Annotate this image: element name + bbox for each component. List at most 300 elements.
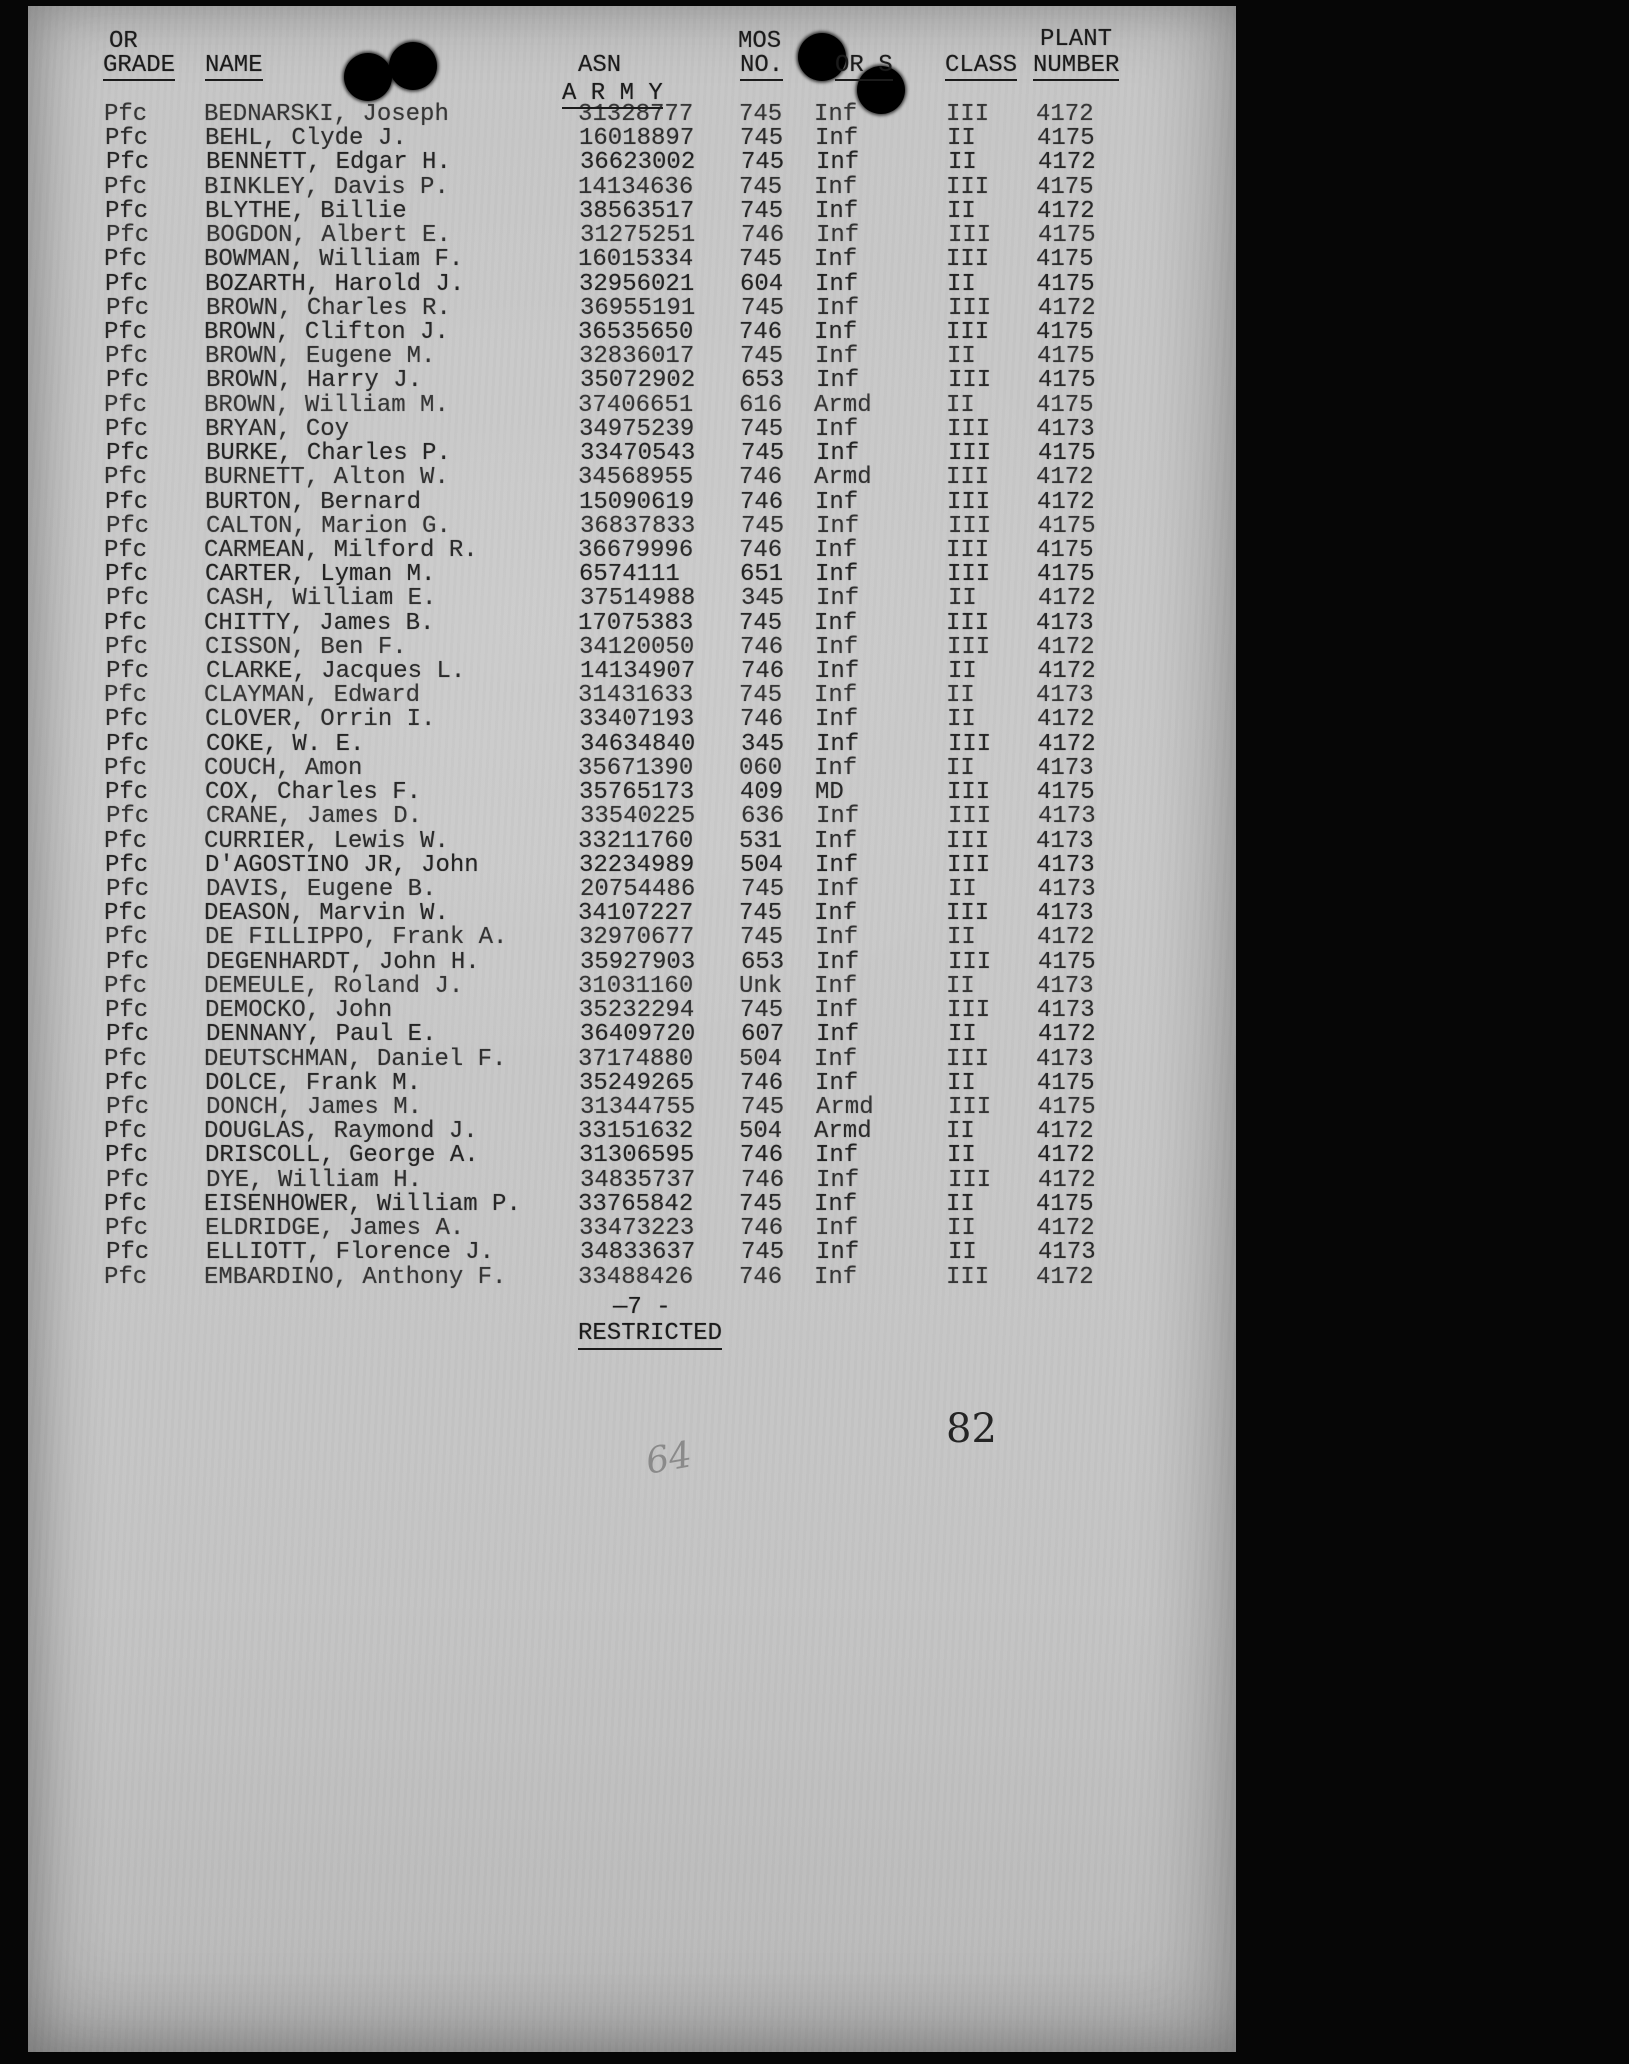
grade-cell: Pfc — [105, 1215, 149, 1243]
cls-cell: III — [947, 561, 991, 589]
branch-cell: Inf — [814, 1190, 858, 1218]
asn-cell: 36409720 — [580, 1021, 696, 1049]
grade-cell: Pfc — [104, 827, 148, 855]
plant-cell: 4175 — [1036, 173, 1094, 201]
plant-cell: 4173 — [1036, 682, 1094, 710]
mos-cell: 745 — [741, 1239, 785, 1267]
plant-cell: 4175 — [1037, 779, 1095, 807]
cls-cell: III — [946, 1263, 990, 1291]
branch-cell: Armd — [816, 1093, 874, 1121]
roster-row — [29, 1166, 1237, 1194]
branch-cell: Inf — [814, 827, 858, 855]
plant-cell: 4175 — [1036, 1190, 1094, 1218]
plant-cell: 4173 — [1037, 997, 1095, 1025]
roster-row — [28, 197, 1236, 225]
cls-cell: II — [948, 149, 977, 177]
name-cell: DE FILLIPPO, Frank A. — [205, 924, 508, 952]
grade-cell: Pfc — [105, 1069, 149, 1097]
grade-cell: Pfc — [105, 851, 149, 879]
plant-cell: 4172 — [1036, 101, 1094, 128]
cls-cell: III — [946, 1045, 990, 1073]
asn-cell: 35765173 — [579, 779, 695, 807]
grade-cell: Pfc — [106, 876, 150, 903]
cls-cell: III — [946, 101, 990, 128]
plant-cell: 4172 — [1038, 149, 1096, 177]
branch-cell: MD — [815, 779, 844, 807]
plant-cell: 4173 — [1036, 1045, 1094, 1073]
mos-cell: 746 — [741, 658, 785, 686]
cls-cell: III — [946, 173, 990, 201]
branch-cell: Inf — [816, 1166, 860, 1194]
mos-cell: 616 — [739, 391, 783, 419]
handwritten-mark: 64 — [642, 1434, 696, 1483]
header-arm-or-service: OR S — [835, 52, 893, 79]
roster-row — [27, 827, 1235, 855]
name-cell: DONCH, James M. — [206, 1093, 423, 1121]
grade-cell: Pfc — [106, 803, 150, 831]
branch-cell: Inf — [814, 1045, 858, 1073]
grade-cell: Pfc — [105, 125, 149, 153]
branch-cell: Inf — [814, 173, 858, 201]
roster-row — [27, 466, 1235, 490]
name-cell: DOUGLAS, Raymond J. — [204, 1118, 478, 1146]
branch-cell: Inf — [814, 246, 858, 274]
cls-cell: II — [948, 1239, 977, 1267]
plant-cell: 4172 — [1037, 633, 1095, 661]
name-cell: BENNETT, Edgar H. — [206, 149, 451, 177]
name-cell: CARTER, Lyman M. — [205, 561, 436, 589]
name-cell: BINKLEY, Davis P. — [204, 173, 449, 201]
mos-cell: 504 — [739, 1118, 783, 1146]
asn-cell: 33407193 — [579, 706, 695, 734]
classification-stamp: RESTRICTED — [578, 1322, 722, 1350]
cls-cell: III — [947, 633, 991, 661]
grade-cell: Pfc — [104, 101, 148, 128]
name-cell: DAVIS, Eugene B. — [206, 876, 437, 903]
mos-cell: 060 — [739, 754, 783, 782]
branch-cell: Inf — [816, 149, 860, 177]
branch-cell: Inf — [815, 1142, 859, 1170]
name-cell: BLYTHE, Billie — [205, 197, 407, 225]
cls-cell: III — [948, 294, 992, 322]
header-mos-line1: MOS — [738, 28, 782, 55]
plant-cell: 4175 — [1038, 367, 1096, 395]
branch-cell: Inf — [815, 924, 859, 952]
plant-cell: 4172 — [1037, 197, 1095, 225]
asn-cell: 33211760 — [578, 827, 694, 855]
name-cell: BURKE, Charles P. — [206, 440, 451, 468]
mos-cell: 504 — [739, 1045, 783, 1073]
roster-row — [28, 1144, 1236, 1168]
mos-cell: 746 — [739, 464, 783, 492]
asn-cell: 33151632 — [578, 1118, 694, 1146]
plant-cell: 4175 — [1037, 343, 1095, 371]
hole-punch-icon — [389, 42, 437, 90]
grade-cell: Pfc — [104, 246, 148, 274]
branch-cell: Armd — [814, 1118, 872, 1146]
mos-cell: 746 — [740, 488, 784, 516]
plant-cell: 4172 — [1037, 924, 1095, 952]
plant-cell: 4172 — [1038, 730, 1096, 758]
roster-row — [28, 415, 1236, 443]
asn-cell: 35232294 — [579, 997, 695, 1025]
cls-cell: III — [947, 851, 991, 879]
grade-cell: Pfc — [106, 1093, 150, 1121]
grade-cell: Pfc — [105, 343, 149, 371]
asn-cell: 35072902 — [580, 367, 696, 395]
cls-cell: II — [948, 1021, 977, 1049]
roster-row — [28, 345, 1236, 369]
mos-cell: 504 — [740, 851, 784, 879]
mos-cell: 745 — [739, 246, 783, 274]
asn-cell: 32970677 — [579, 924, 695, 952]
name-cell: BROWN, William M. — [204, 391, 449, 419]
name-cell: CALTON, Marion G. — [206, 512, 451, 540]
roster-row — [29, 442, 1237, 466]
asn-cell: 31031160 — [578, 972, 694, 1000]
roster-row — [28, 781, 1236, 805]
name-cell: D'AGOSTINO JR, John — [205, 851, 479, 879]
page-marker: —7 - — [613, 1294, 671, 1321]
plant-cell: 4172 — [1038, 658, 1096, 686]
plant-cell: 4173 — [1036, 900, 1094, 928]
name-cell: DOLCE, Frank M. — [205, 1069, 422, 1097]
branch-cell: Inf — [814, 609, 858, 637]
grade-cell: Pfc — [105, 197, 149, 225]
plant-cell: 4173 — [1036, 754, 1094, 782]
branch-cell: Inf — [816, 294, 860, 322]
name-cell: CISSON, Ben F. — [205, 633, 407, 661]
asn-cell: 35927903 — [580, 948, 696, 976]
roster-row — [27, 902, 1235, 926]
plant-cell: 4173 — [1038, 876, 1096, 903]
name-cell: CARMEAN, Milford R. — [204, 536, 478, 564]
asn-cell: 20754486 — [580, 876, 696, 903]
plant-cell: 4175 — [1037, 561, 1095, 589]
roster-row — [27, 173, 1235, 201]
asn-cell: 35249265 — [579, 1069, 695, 1097]
mos-cell: 745 — [739, 101, 783, 128]
mos-cell: 746 — [740, 633, 784, 661]
asn-cell: 37406651 — [578, 391, 694, 419]
branch-cell: Inf — [814, 754, 858, 782]
grade-cell: Pfc — [105, 270, 149, 298]
name-cell: BROWN, Harry J. — [206, 367, 423, 395]
mos-cell: 653 — [741, 948, 785, 976]
asn-cell: 34835737 — [580, 1166, 696, 1194]
header-plant-line1: PLANT — [1040, 26, 1113, 53]
mos-cell: 745 — [740, 997, 784, 1025]
asn-cell: 33473223 — [579, 1215, 695, 1243]
asn-cell: 16015334 — [578, 246, 694, 274]
grade-cell: Pfc — [105, 924, 149, 952]
roster-row — [27, 103, 1235, 127]
mos-cell: 745 — [741, 1093, 785, 1121]
asn-cell: 32836017 — [579, 343, 695, 371]
name-cell: BURNETT, Alton W. — [204, 464, 449, 492]
plant-cell: 4172 — [1038, 294, 1096, 322]
cls-cell: II — [946, 754, 975, 782]
name-cell: BURTON, Bernard — [205, 488, 422, 516]
name-cell: COUCH, Amon — [204, 754, 363, 782]
branch-cell: Inf — [816, 440, 860, 468]
plant-cell: 4172 — [1037, 1215, 1095, 1243]
grade-cell: Pfc — [106, 512, 150, 540]
mos-cell: 746 — [739, 1263, 783, 1291]
name-cell: CLARKE, Jacques L. — [206, 658, 466, 686]
cls-cell: II — [946, 972, 975, 1000]
mos-cell: 745 — [740, 343, 784, 371]
roster-row — [28, 270, 1236, 298]
header-grade: GRADE — [103, 52, 176, 79]
grade-cell: Pfc — [105, 1142, 149, 1170]
cls-cell: III — [946, 536, 990, 564]
name-cell: DYE, William H. — [206, 1166, 423, 1194]
roster-row — [27, 248, 1235, 272]
asn-cell: 34120050 — [579, 633, 695, 661]
branch-cell: Inf — [815, 197, 859, 225]
roster-row — [27, 1190, 1235, 1218]
branch-cell: Armd — [814, 464, 872, 492]
cls-cell: III — [947, 488, 991, 516]
asn-cell: 36623002 — [580, 149, 696, 177]
cls-cell: II — [946, 1190, 975, 1218]
cls-cell: III — [946, 827, 990, 855]
branch-cell: Inf — [814, 318, 858, 346]
grade-cell: Pfc — [104, 536, 148, 564]
cls-cell: II — [948, 658, 977, 686]
plant-cell: 4172 — [1036, 464, 1094, 492]
mos-cell: 604 — [740, 270, 784, 298]
plant-cell: 4175 — [1037, 1069, 1095, 1097]
roster-row — [27, 684, 1235, 708]
plant-cell: 4172 — [1037, 706, 1095, 734]
roster-row — [29, 512, 1237, 540]
cls-cell: III — [948, 512, 992, 540]
branch-cell: Inf — [815, 415, 859, 443]
mos-cell: 746 — [740, 1142, 784, 1170]
asn-cell: 34568955 — [578, 464, 694, 492]
asn-cell: 15090619 — [579, 488, 695, 516]
plant-cell: 4175 — [1037, 125, 1095, 153]
cls-cell: II — [947, 197, 976, 225]
roster-row — [27, 609, 1235, 637]
roster-row — [27, 972, 1235, 1000]
cls-cell: III — [948, 367, 992, 395]
cls-cell: III — [946, 318, 990, 346]
branch-cell: Inf — [816, 876, 860, 903]
grade-cell: Pfc — [104, 1190, 148, 1218]
branch-cell: Inf — [816, 803, 860, 831]
mos-cell: 746 — [741, 222, 785, 250]
roster-row — [28, 1217, 1236, 1241]
mos-cell: 409 — [740, 779, 784, 807]
cls-cell: II — [947, 706, 976, 734]
mos-cell: 653 — [741, 367, 785, 395]
name-cell: BEHL, Clyde J. — [205, 125, 407, 153]
asn-cell: 36837833 — [580, 512, 696, 540]
grade-cell: Pfc — [106, 1239, 150, 1267]
mos-cell: 651 — [740, 561, 784, 589]
plant-cell: 4175 — [1036, 536, 1094, 564]
asn-cell: 36955191 — [580, 294, 696, 322]
name-cell: CLAYMAN, Edward — [204, 682, 421, 710]
grade-cell: Pfc — [104, 900, 148, 928]
branch-cell: Inf — [816, 730, 860, 758]
cls-cell: III — [947, 779, 991, 807]
roster-row — [29, 369, 1237, 393]
mos-cell: 745 — [741, 512, 785, 540]
branch-cell: Inf — [815, 851, 859, 879]
roster-row — [29, 294, 1237, 322]
mos-cell: 746 — [740, 706, 784, 734]
cls-cell: III — [948, 730, 992, 758]
asn-cell: 31328777 — [578, 101, 694, 128]
asn-cell: 38563517 — [579, 197, 695, 225]
branch-cell: Inf — [816, 948, 860, 976]
name-cell: DEMOCKO, John — [205, 997, 393, 1025]
roster-row — [29, 878, 1237, 902]
roster-row — [28, 708, 1236, 732]
name-cell: COX, Charles F. — [205, 779, 422, 807]
cls-cell: III — [946, 464, 990, 492]
asn-cell: 33540225 — [580, 803, 696, 831]
cls-cell: III — [948, 440, 992, 468]
header-asn-army: A R M Y — [562, 80, 663, 107]
branch-cell: Inf — [814, 536, 858, 564]
roster-row — [27, 1263, 1235, 1291]
roster-row — [29, 805, 1237, 829]
cls-cell: III — [948, 803, 992, 831]
header-grade-line1: OR — [109, 28, 138, 55]
asn-cell: 33488426 — [578, 1263, 694, 1291]
cls-cell: III — [948, 222, 992, 250]
asn-cell: 34107227 — [578, 900, 694, 928]
asn-cell: 16018897 — [579, 125, 695, 153]
branch-cell: Inf — [816, 585, 860, 613]
roster-row — [28, 851, 1236, 879]
branch-cell: Inf — [814, 972, 858, 1000]
header-name: NAME — [205, 52, 263, 79]
grade-cell: Pfc — [106, 948, 150, 976]
mos-cell: 746 — [741, 1166, 785, 1194]
cls-cell: II — [948, 876, 977, 903]
asn-cell: 6574111 — [579, 561, 680, 589]
branch-cell: Inf — [816, 367, 860, 395]
mos-cell: 345 — [741, 585, 785, 613]
name-cell: BOWMAN, William F. — [204, 246, 464, 274]
grade-cell: Pfc — [105, 779, 149, 807]
cls-cell: II — [946, 682, 975, 710]
cls-cell: II — [946, 1118, 975, 1146]
grade-cell: Pfc — [104, 682, 148, 710]
plant-cell: 4175 — [1038, 222, 1096, 250]
mos-cell: 745 — [739, 1190, 783, 1218]
grade-cell: Pfc — [104, 754, 148, 782]
branch-cell: Inf — [815, 997, 859, 1025]
grade-cell: Pfc — [106, 440, 150, 468]
grade-cell: Pfc — [104, 609, 148, 637]
document-page — [28, 6, 1236, 2052]
roster-row — [29, 660, 1237, 684]
cls-cell: II — [947, 125, 976, 153]
branch-cell: Inf — [816, 222, 860, 250]
header-class: CLASS — [945, 52, 1018, 79]
plant-cell: 4173 — [1036, 827, 1094, 855]
asn-cell: 14134636 — [578, 173, 694, 201]
cls-cell: III — [946, 246, 990, 274]
name-cell: CRANE, James D. — [206, 803, 423, 831]
mos-cell: 745 — [741, 294, 785, 322]
plant-cell: 4175 — [1038, 948, 1096, 976]
cls-cell: III — [948, 1166, 992, 1194]
asn-cell: 32956021 — [579, 270, 695, 298]
branch-cell: Inf — [815, 633, 859, 661]
name-cell: BOGDON, Albert E. — [206, 222, 451, 250]
plant-cell: 4175 — [1038, 440, 1096, 468]
grade-cell: Pfc — [104, 972, 148, 1000]
grade-cell: Pfc — [104, 391, 148, 419]
roster-row — [27, 391, 1235, 419]
branch-cell: Inf — [815, 270, 859, 298]
plant-cell: 4175 — [1038, 1093, 1096, 1121]
branch-cell: Inf — [816, 1021, 860, 1049]
name-cell: COKE, W. E. — [206, 730, 365, 758]
grade-cell: Pfc — [104, 1263, 148, 1291]
cls-cell: II — [947, 924, 976, 952]
plant-cell: 4173 — [1037, 851, 1095, 879]
roster-row — [27, 1045, 1235, 1073]
cls-cell: III — [948, 1093, 992, 1121]
name-cell: DEASON, Marvin W. — [204, 900, 449, 928]
branch-cell: Inf — [814, 682, 858, 710]
name-cell: BRYAN, Coy — [205, 415, 350, 443]
name-cell: DEGENHARDT, John H. — [206, 948, 480, 976]
roster-row — [28, 926, 1236, 950]
roster-row — [28, 488, 1236, 516]
cls-cell: II — [947, 1142, 976, 1170]
grade-cell: Pfc — [106, 294, 150, 322]
name-cell: CASH, William E. — [206, 585, 437, 613]
name-cell: ELDRIDGE, James A. — [205, 1215, 465, 1243]
name-cell: DEMEULE, Roland J. — [204, 972, 464, 1000]
roster-row — [28, 563, 1236, 587]
plant-cell: 4172 — [1038, 1166, 1096, 1194]
name-cell: BROWN, Eugene M. — [205, 343, 436, 371]
mos-cell: 746 — [739, 318, 783, 346]
roster-row — [28, 127, 1236, 151]
cls-cell: II — [948, 585, 977, 613]
grade-cell: Pfc — [106, 658, 150, 686]
name-cell: ELLIOTT, Florence J. — [206, 1239, 495, 1267]
grade-cell: Pfc — [106, 149, 150, 177]
mos-cell: 745 — [740, 125, 784, 153]
roster-row — [29, 948, 1237, 976]
mos-cell: Unk — [739, 972, 783, 1000]
roster-row — [29, 151, 1237, 175]
grade-cell: Pfc — [104, 1045, 148, 1073]
grade-cell: Pfc — [105, 488, 149, 516]
branch-cell: Inf — [814, 1263, 858, 1291]
asn-cell: 37174880 — [578, 1045, 694, 1073]
asn-cell: 31344755 — [580, 1093, 696, 1121]
branch-cell: Inf — [814, 101, 858, 128]
mos-cell: 746 — [739, 536, 783, 564]
asn-cell: 35671390 — [578, 754, 694, 782]
branch-cell: Inf — [816, 512, 860, 540]
name-cell: CURRIER, Lewis W. — [204, 827, 449, 855]
mos-cell: 745 — [740, 415, 784, 443]
